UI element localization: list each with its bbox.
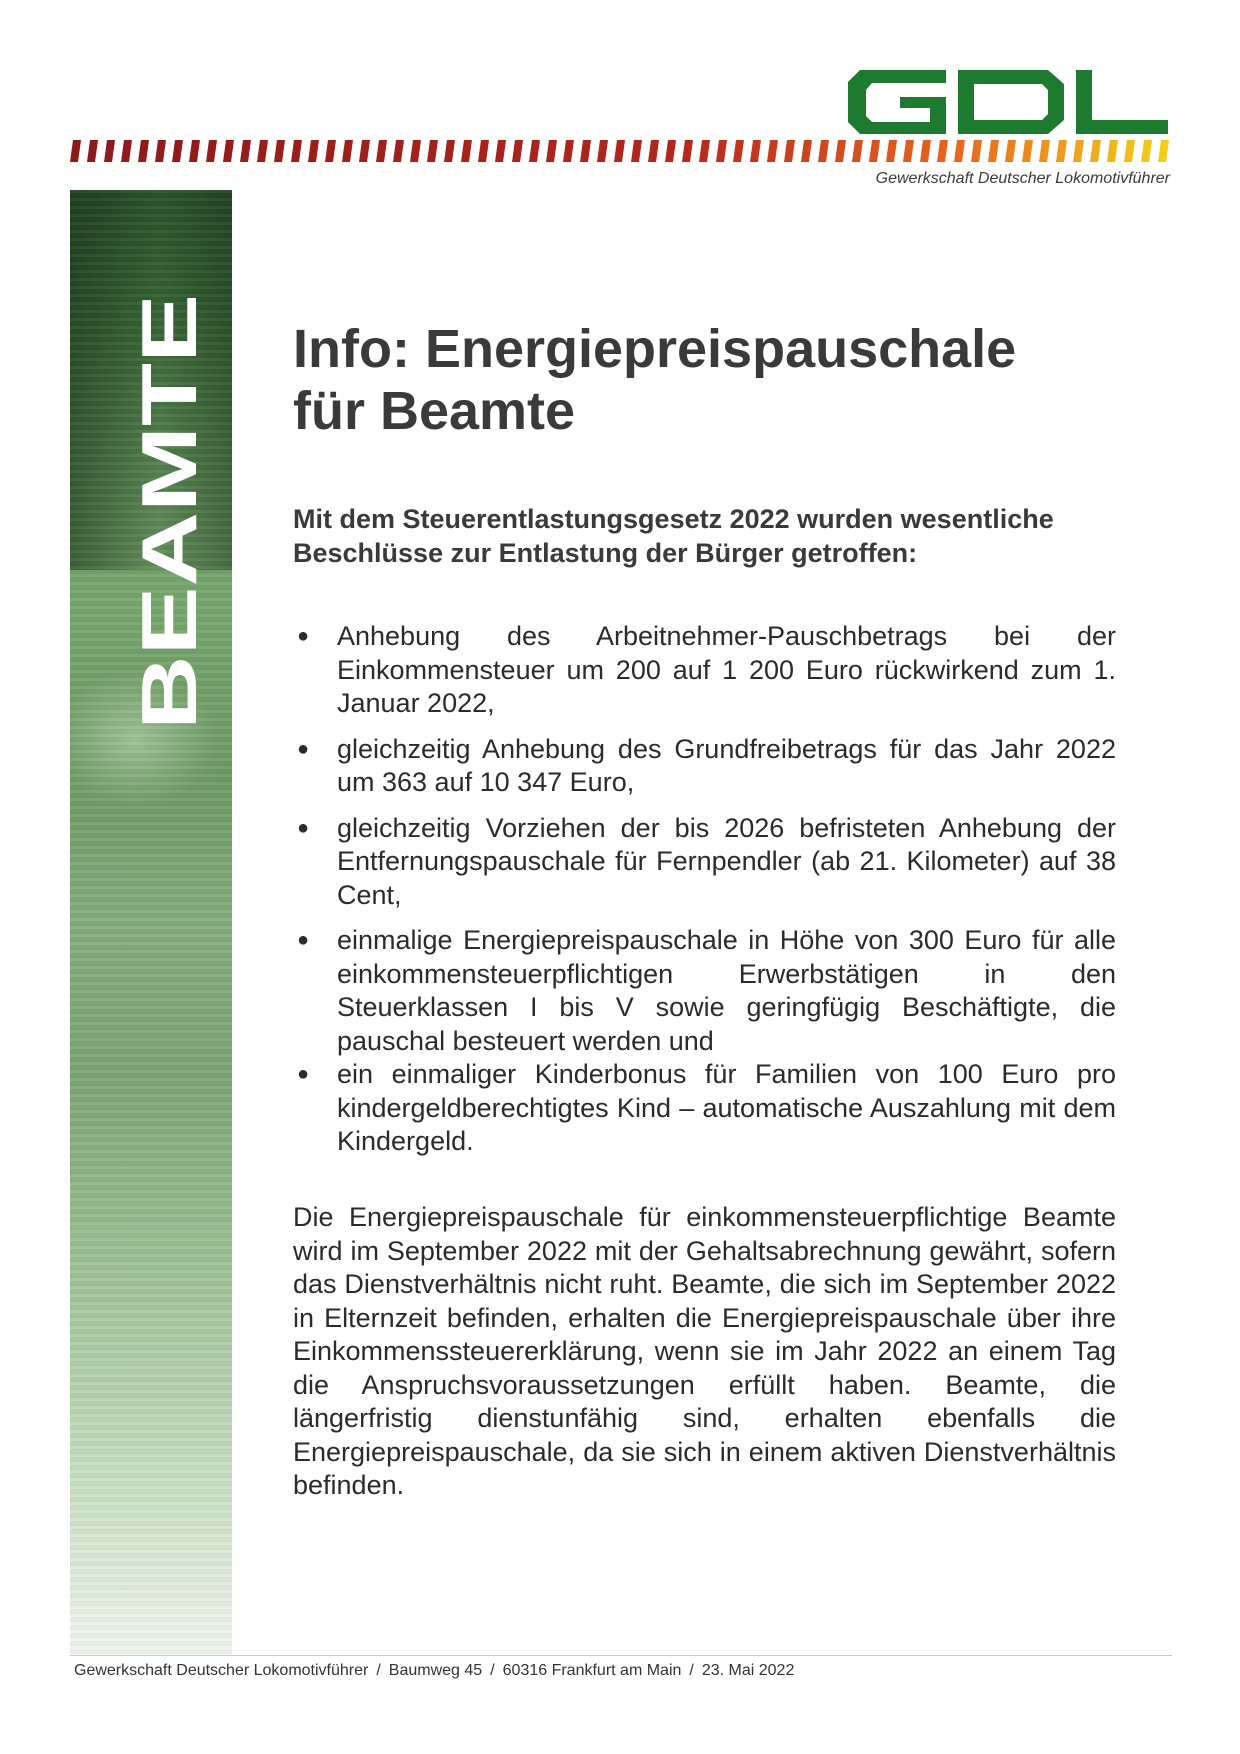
list-item-text: gleichzeitig Anhebung des Grundfreibetrags für das Jahr 2022 um 363 auf 10 347 Euro, [337,733,1116,797]
gdl-logo [838,70,1168,134]
footer-organization: Gewerkschaft Deutscher Lokomotivführer [74,1662,369,1679]
footer-separator: / [490,1662,495,1679]
sidebar-band [70,190,232,1655]
footer-city: 60316 Frankfurt am Main [502,1662,682,1679]
bullet-icon: ● [297,929,310,951]
footer-date: 23. Mai 2022 [701,1662,795,1679]
list-item [293,733,1116,800]
footer-divider [70,1655,1172,1656]
title-line-1: Info: Energiepreispauschale [293,319,1017,379]
list-item-text: Anhebung des Arbeitnehmer-Pauschbetrags bei der Einkommensteuer um 200 auf 1 200 Euro rückwirkend zum 1. Januar 2022, [337,621,1116,718]
logo-subtitle: Gewerkschaft Deutscher Lokomotivführer [875,170,1170,187]
list-item-text: ein einmaliger Kinderbonus für Familien von 100 Euro pro kindergeldberechtigtes Kind – automatische Auszahlung mit dem Kindergeld. [337,1059,1116,1156]
footer-street: Baumweg 45 [388,1662,483,1679]
lead-paragraph [293,502,1116,570]
lead-line-1: Mit dem Steuerentlastungsgesetz 2022 wurden wesentliche [293,504,1054,534]
sidebar-label-text: BEAMTE [125,400,213,730]
bullet-icon: ● [297,816,310,839]
list-item [293,812,1116,913]
list-item-text: gleichzeitig Vorziehen der bis 2026 befristeten Anhebung der Entfernungspauschale für Fernpendler (ab 21. Kilometer) auf 38 Cent, [337,812,1116,910]
measures-list [293,620,1116,1159]
bullet-icon: ● [297,625,310,647]
list-item [293,620,1116,721]
body-paragraph: Die Energiepreispauschale für einkommensteuerpflichtige Beamte wird im September 2022 mit der Gehaltsabrechnung gewährt, sofern das Dienstverhältnis nicht ruht. Beamte, die sich im September 2022 in Elternzeit befinden, erhalten die Energiepreispauschale über ihre Einkommenssteuererklärung, wenn sie im Jahr 2022 an einem Tag die Anspruchsvoraussetzungen erfüllt haben. Beamte, die längerfristig dienstunfähig sind, erhalten ebenfalls die Energiepreispauschale, da sie sich in einem aktiven Dienstverhältnis befinden. [293,1202,1116,1500]
footer-separator: / [689,1662,694,1679]
footer [74,1662,1174,1680]
gdl-logo-mark [838,70,1168,134]
footer-separator: / [376,1662,381,1679]
lead-line-2: Beschlüsse zur Entlastung der Bürger getroffen: [293,538,918,568]
list-item-text: einmalige Energiepreispauschale in Höhe von 300 Euro für alle einkommensteuerpflichtigen Erwerbstätigen in den Steuerklassen I bis V sowie geringfügig Beschäftigte, die pauschal besteuert werden und [337,925,1116,1056]
bullet-icon: ● [297,1063,310,1085]
stripe-band [70,140,1170,162]
bullet-icon: ● [297,737,310,760]
list-item [293,1058,1116,1159]
page-title [293,318,1143,442]
title-line-2: für Beamte [293,381,576,441]
list-item [293,924,1116,1058]
sidebar-label [125,290,213,730]
